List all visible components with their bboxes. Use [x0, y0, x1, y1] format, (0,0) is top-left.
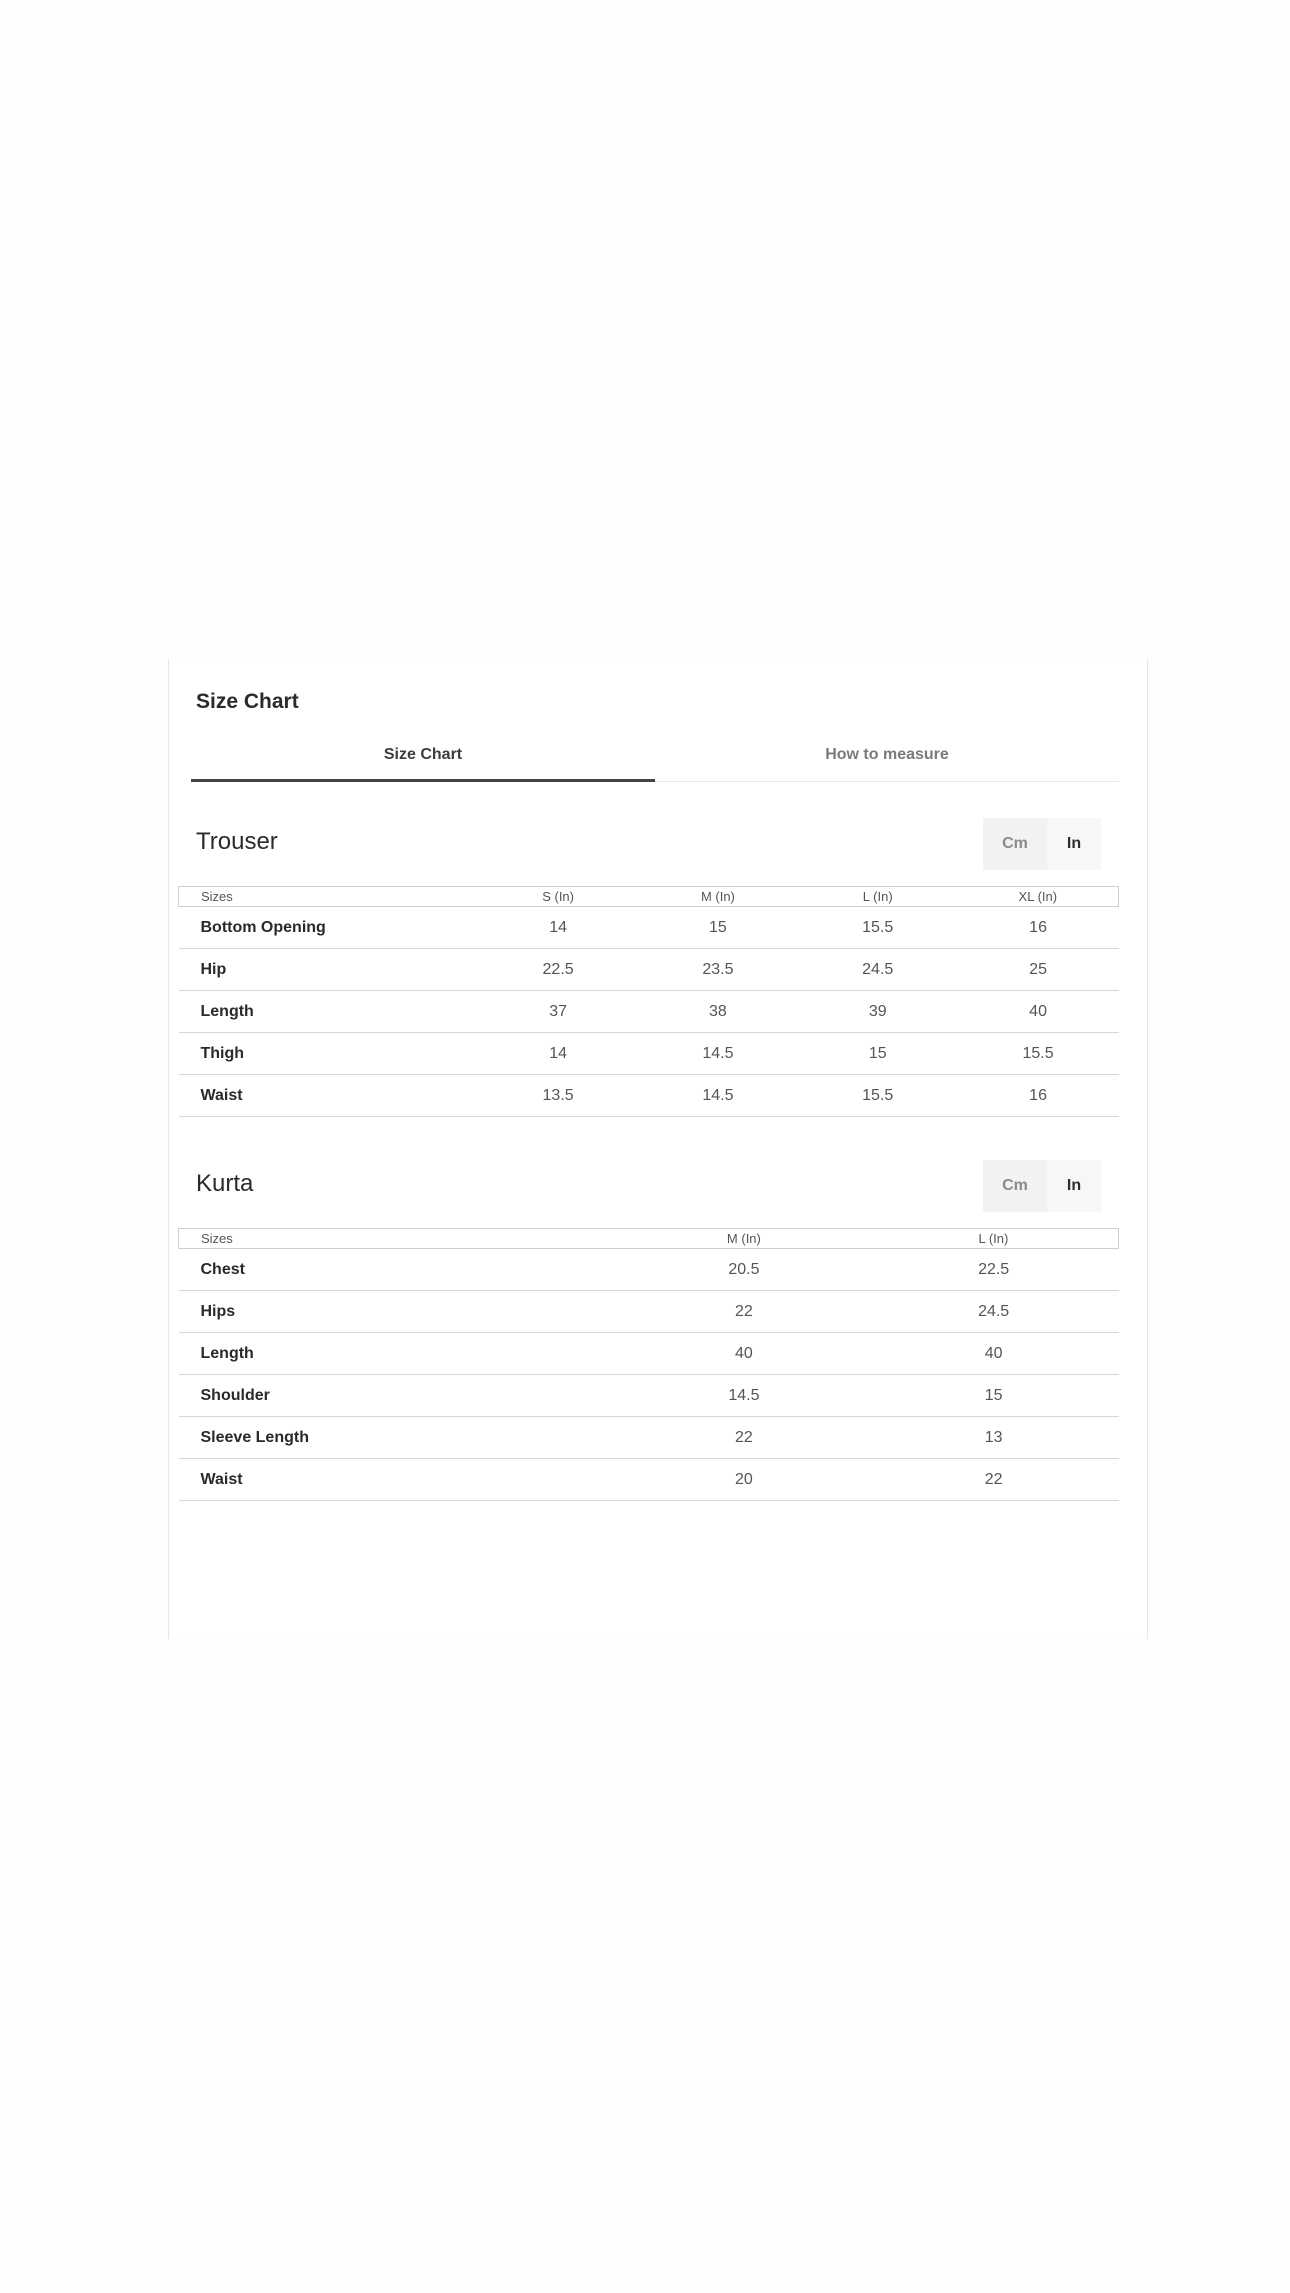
- kurta-in-button[interactable]: In: [1047, 1160, 1101, 1212]
- tab-bar: [191, 740, 1119, 782]
- trouser-header: [178, 818, 1119, 870]
- measurement-value: 15.5: [862, 918, 894, 936]
- measurement-label: Sleeve Length: [200, 1428, 309, 1446]
- measurement-value: 39: [868, 1002, 887, 1020]
- measurement-value: 37: [549, 1002, 567, 1020]
- measurement-value: 20: [735, 1470, 753, 1488]
- kurta-unit-toggle: [983, 1160, 1101, 1212]
- tab-how-to-measure[interactable]: How to measure: [825, 746, 949, 763]
- trouser-title: Trouser: [196, 828, 278, 855]
- trouser-size-table: [178, 886, 1119, 1117]
- measurement-value: 22: [984, 1470, 1003, 1488]
- panel-title: Size Chart: [196, 690, 299, 713]
- measurement-label: Hip: [200, 960, 227, 978]
- measurement-label: Length: [200, 1344, 254, 1362]
- measurement-label: Waist: [200, 1470, 243, 1488]
- measurement-value: 15: [984, 1386, 1003, 1404]
- table-header-row: [179, 1229, 1119, 1249]
- measurement-label: Hips: [200, 1302, 236, 1320]
- measurement-value: 14: [549, 918, 567, 936]
- measurement-label: Bottom Opening: [200, 918, 326, 936]
- measurement-value: 15.5: [862, 1086, 894, 1104]
- trouser-section: [178, 818, 1119, 1117]
- measurement-value: 15: [709, 918, 727, 936]
- measurement-value: 22.5: [978, 1260, 1010, 1278]
- measurement-value: 16: [1029, 1086, 1047, 1104]
- measurement-label: Thigh: [200, 1044, 245, 1062]
- table-row: [179, 1249, 1119, 1291]
- column-header: Sizes: [201, 889, 233, 904]
- measurement-value: 13.5: [542, 1086, 574, 1104]
- measurement-label: Waist: [200, 1086, 243, 1104]
- measurement-value: 22: [735, 1302, 753, 1320]
- column-header: M (In): [726, 1231, 761, 1246]
- trouser-cm-button[interactable]: Cm: [983, 818, 1047, 870]
- table-row: [179, 1333, 1119, 1375]
- measurement-value: 14.5: [702, 1086, 734, 1104]
- kurta-size-table: [178, 1228, 1119, 1501]
- size-chart-panel: [168, 660, 1148, 1639]
- measurement-value: 20.5: [728, 1260, 760, 1278]
- kurta-section: [178, 1160, 1119, 1501]
- table-row: [179, 907, 1119, 949]
- measurement-value: 24.5: [978, 1302, 1010, 1320]
- measurement-value: 15: [868, 1044, 887, 1062]
- measurement-value: 14: [549, 1044, 567, 1062]
- table-row: [179, 1417, 1119, 1459]
- measurement-value: 13: [984, 1428, 1003, 1446]
- measurement-value: 40: [984, 1344, 1003, 1362]
- kurta-header: [178, 1160, 1119, 1212]
- table-row: [179, 1075, 1119, 1117]
- kurta-cm-button[interactable]: Cm: [983, 1160, 1047, 1212]
- measurement-value: 15.5: [1022, 1044, 1054, 1062]
- column-header: S (In): [542, 889, 574, 904]
- table-row: [179, 1375, 1119, 1417]
- column-header: L (In): [862, 889, 893, 904]
- table-header-row: [179, 887, 1119, 907]
- column-header: Sizes: [201, 1231, 233, 1246]
- column-header: XL (In): [1018, 889, 1058, 904]
- measurement-label: Shoulder: [200, 1386, 270, 1404]
- measurement-value: 14.5: [702, 1044, 734, 1062]
- kurta-title: Kurta: [196, 1170, 254, 1197]
- table-row: [179, 991, 1119, 1033]
- trouser-in-button[interactable]: In: [1047, 818, 1101, 870]
- measurement-value: 24.5: [862, 960, 894, 978]
- measurement-value: 22: [735, 1428, 753, 1446]
- table-row: [179, 949, 1119, 991]
- measurement-label: Length: [200, 1002, 254, 1020]
- trouser-unit-toggle: [983, 818, 1101, 870]
- tab-size-chart[interactable]: Size Chart: [191, 740, 655, 781]
- column-header: M (In): [700, 889, 735, 904]
- column-header: L (In): [978, 1231, 1009, 1246]
- measurement-value: 23.5: [702, 960, 734, 978]
- measurement-value: 25: [1029, 960, 1047, 978]
- table-row: [179, 1291, 1119, 1333]
- measurement-value: 38: [709, 1002, 727, 1020]
- table-row: [179, 1459, 1119, 1501]
- table-row: [179, 1033, 1119, 1075]
- measurement-value: 22.5: [542, 960, 574, 978]
- measurement-value: 40: [1029, 1002, 1047, 1020]
- measurement-value: 14.5: [728, 1386, 760, 1404]
- measurement-value: 16: [1029, 918, 1047, 936]
- measurement-label: Chest: [200, 1260, 245, 1278]
- measurement-value: 40: [735, 1344, 753, 1362]
